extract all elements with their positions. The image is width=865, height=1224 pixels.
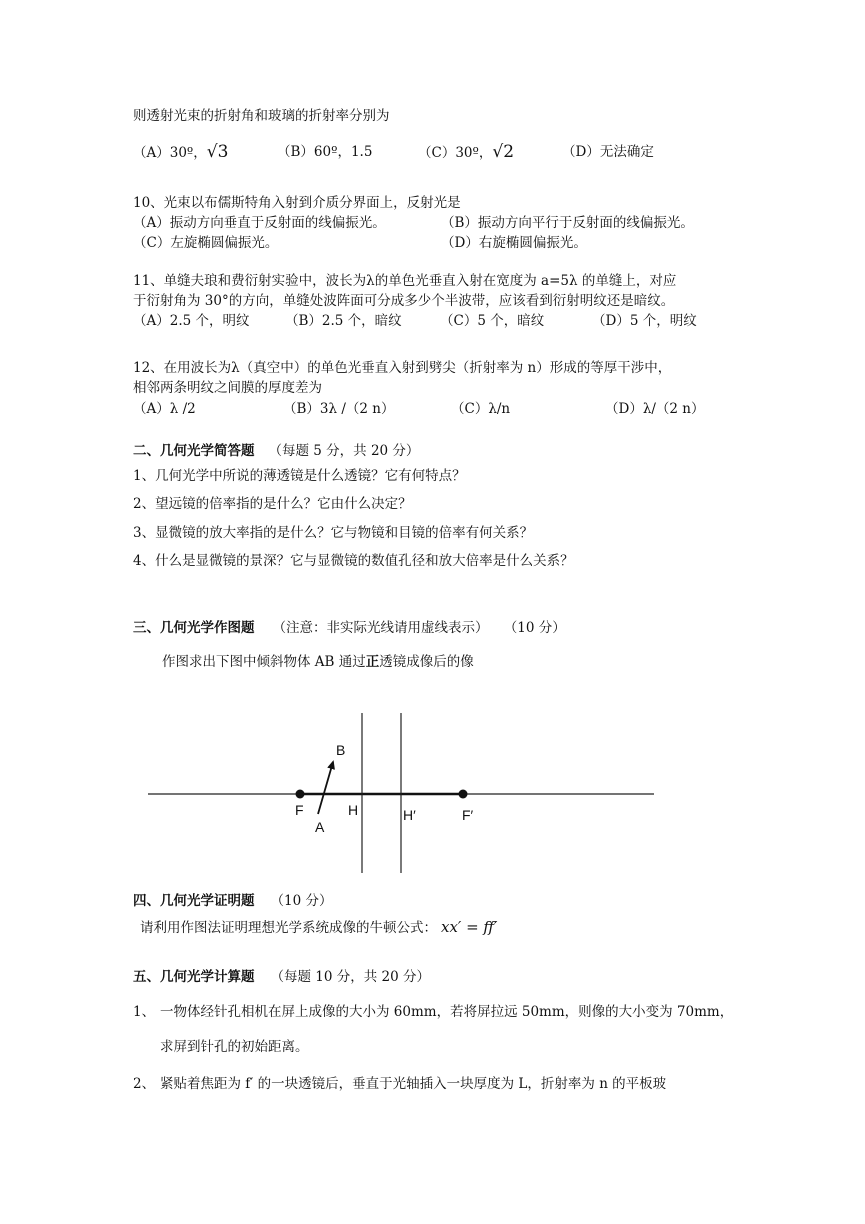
section5-header: [133, 968, 430, 986]
q12-option-b: （B）3λ /（2 n）: [283, 401, 395, 417]
section2-note: （每题 5 分，共 20 分）: [268, 443, 420, 459]
section5-q1-number: 1、: [133, 1004, 156, 1020]
q11-stem-line1: 11、单缝夫琅和费衍射实验中，波长为λ的单色光垂直入射在宽度为 a=5λ 的单缝上，对应: [133, 273, 677, 289]
section5-q1-line2: 求屏到针孔的初始距离。: [160, 1039, 309, 1055]
section3-prompt-post: 透镜成像后的像: [379, 654, 474, 670]
section2-question-4: 4、什么是显微镜的景深？它与显微镜的数值孔径和放大倍率是什么关系？: [133, 553, 574, 569]
label-h: H: [348, 802, 359, 818]
label-h-prime: H′: [403, 807, 416, 823]
q9-option-c-text: （C）30º，: [418, 145, 493, 161]
q10-stem: 10、光束以布儒斯特角入射到介质分界面上，反射光是: [133, 195, 461, 211]
q12-option-d: （D）λ/（2 n）: [605, 401, 705, 417]
section3-note: （注意：非实际光线请用虚线表示）: [272, 620, 489, 636]
section5-title: 五、几何光学计算题: [133, 969, 255, 985]
section5-q1-line1: 一物体经针孔相机在屏上成像的大小为 60mm，若将屏拉远 50mm，则像的大小变为 70mm，: [160, 1004, 734, 1020]
section3-score: （10 分）: [510, 620, 566, 636]
section3-prompt-pre: 作图求出下图中倾斜物体 AB 通过: [162, 654, 366, 670]
q11-option-c: （C）5 个，暗纹: [440, 313, 545, 329]
section4-title: 四、几何光学证明题: [133, 893, 255, 909]
section4-header: [133, 892, 332, 910]
focal-point-f-prime-dot: [459, 790, 468, 799]
q11-option-d: （D）5 个，明纹: [592, 313, 697, 329]
q9-option-d: （D）无法确定: [562, 144, 654, 160]
q12-stem-line1: 12、在用波长为λ（真空中）的单色光垂直入射到劈尖（折射率为 n）形成的等厚干涉中，: [133, 360, 672, 376]
q12-stem-line2: 相邻两条明纹之间膜的厚度差为: [133, 380, 322, 396]
section5-q2-line1: 紧贴着焦距为 f′ 的一块透镜后，垂直于光轴插入一块厚度为 L，折射率为 n 的平板玻: [160, 1076, 667, 1092]
q9-option-a-text: （A）30º，: [133, 145, 207, 161]
object-arrow-ab: [318, 762, 333, 814]
section2-question-1: 1、几何光学中所说的薄透镜是什么透镜？它有何特点？: [133, 468, 466, 484]
section2-title: 二、几何光学简答题: [133, 443, 255, 459]
q9-option-c-math: √2: [492, 142, 515, 162]
q10-option-b: （B）振动方向平行于反射面的线偏振光。: [441, 215, 694, 231]
focal-point-f-dot: [296, 790, 305, 799]
section2-question-2: 2、望远镜的倍率指的是什么？它由什么决定？: [133, 496, 412, 512]
q11-option-a: （A）2.5 个，明纹: [133, 313, 250, 329]
q9-option-a-math: √3: [206, 142, 229, 162]
section3-title: 三、几何光学作图题: [133, 620, 255, 636]
section4-prompt-text: 请利用作图法证明理想光学系统成像的牛顿公式：: [140, 920, 437, 936]
newton-formula: xx′ = ff′: [441, 918, 498, 936]
section5-note: （每题 10 分，共 20 分）: [270, 969, 431, 985]
q9-option-b: （B）60º，1.5: [277, 144, 373, 160]
section3-prompt-bold: 正: [365, 654, 380, 670]
q12-option-c: （C）λ/n: [451, 401, 511, 417]
q11-stem-line2: 于衍射角为 30°的方向，单缝处波阵面可分成多少个半波带，应该看到衍射明纹还是暗纹。: [133, 293, 675, 309]
q10-option-d: （D）右旋椭圆偏振光。: [441, 235, 587, 251]
label-a: A: [315, 819, 325, 835]
section2-question-3: 3、显微镜的放大率指的是什么？它与物镜和目镜的倍率有何关系？: [133, 525, 534, 541]
label-f: F: [295, 802, 304, 818]
q9-stem-tail: 则透射光束的折射角和玻璃的折射率分别为: [133, 108, 390, 124]
label-b: B: [336, 742, 346, 758]
q10-option-a: （A）振动方向垂直于反射面的线偏振光。: [133, 215, 386, 231]
q10-option-c: （C）左旋椭圆偏振光。: [133, 235, 279, 251]
section5-q2-number: 2、: [133, 1076, 156, 1092]
section4-score: （10 分）: [270, 893, 333, 909]
q11-option-b: （B）2.5 个，暗纹: [285, 313, 402, 329]
label-f-prime: F′: [462, 807, 474, 823]
q12-option-a: （A）λ /2: [133, 401, 196, 417]
section4-prompt: [140, 918, 497, 937]
